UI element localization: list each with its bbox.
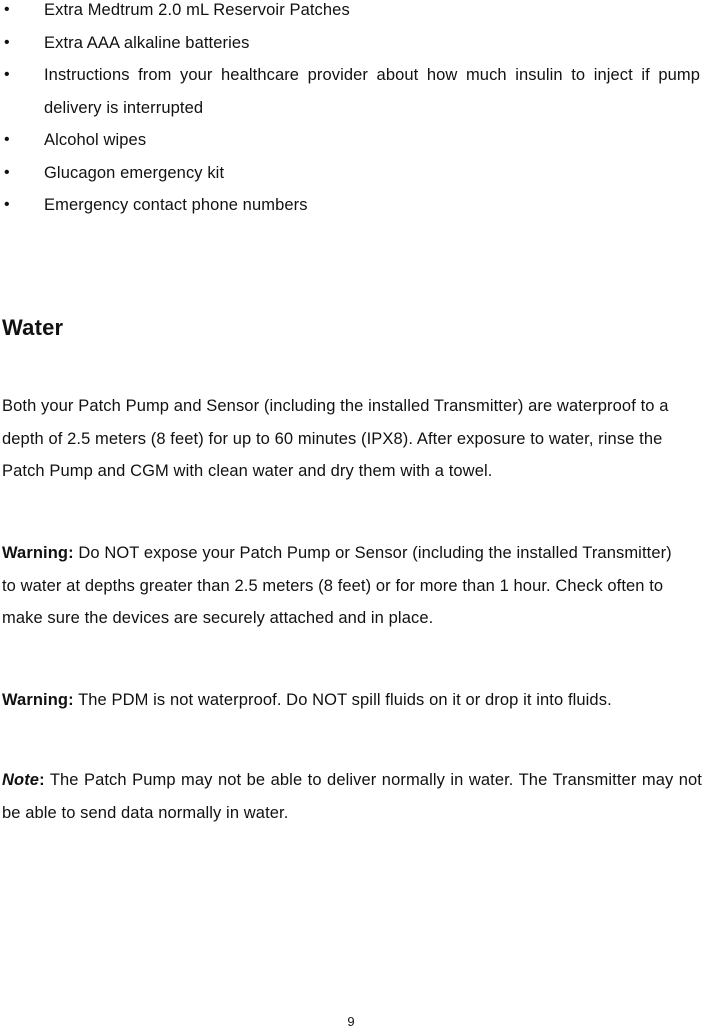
bullet-icon: • (4, 131, 10, 148)
bullet-icon: • (4, 33, 10, 51)
note-paragraph (2, 764, 702, 829)
note-text: The Patch Pump may not be able to deliver normally in water. The Transmitter may not be able to send data normally in water. (2, 771, 702, 822)
list-item-text: Extra AAA alkaline batteries (44, 33, 250, 52)
list-item-text: Emergency contact phone numbers (44, 196, 308, 214)
warning-label: Warning: (2, 691, 74, 709)
list-item (0, 124, 702, 157)
warning-paragraph-pdm (2, 684, 702, 717)
warning-text: The PDM is not waterproof. Do NOT spill fluids on it or drop it into fluids. (73, 691, 612, 709)
warning-text: Do NOT expose your Patch Pump or Sensor (including the installed Transmitter) to water at depths greater than 2.5 meters (8 feet) or for more than 1 hour. Check often to make sure the devices are securely attached and in place. (2, 544, 672, 627)
list-item-text: Alcohol wipes (44, 131, 147, 149)
list-item-text: Instructions from your healthcare provider about how much insulin to inject if pump delivery is interrupted (44, 66, 700, 117)
warning-paragraph-depth (2, 537, 682, 635)
bullet-icon: • (4, 163, 10, 181)
supplies-bullet-list (0, 0, 702, 228)
section-heading-water: Water (2, 315, 64, 340)
list-item (0, 59, 702, 124)
list-item-text: Glucagon emergency kit (44, 163, 225, 182)
bullet-icon: • (4, 196, 10, 213)
list-item (0, 0, 702, 27)
list-item (0, 189, 702, 222)
bullet-icon: • (4, 1, 10, 18)
bullet-icon: • (4, 66, 10, 83)
note-colon: : (39, 771, 45, 789)
water-intro-paragraph: Both your Patch Pump and Sensor (including the installed Transmitter) are waterproof to a depth of 2.5 meters (8 feet) for up to 60 minutes (IPX8). After exposure to water, rinse the Patch Pump and CGM with clean water and dry them with a towel. (2, 397, 669, 480)
list-item (0, 157, 702, 190)
list-item (0, 27, 702, 60)
warning-label: Warning: (2, 544, 74, 562)
page-number: 9 (347, 1014, 355, 1029)
list-item-text: Extra Medtrum 2.0 mL Reservoir Patches (44, 1, 350, 19)
note-label: Note (2, 771, 40, 789)
